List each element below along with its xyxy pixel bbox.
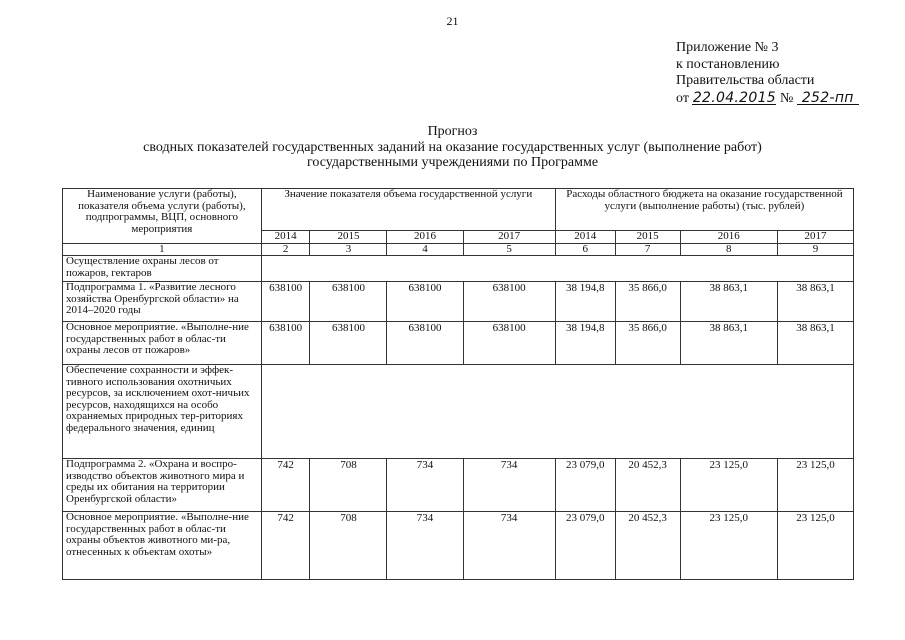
heading-line-3: государственными учреждениями по Программе [306, 155, 599, 170]
value-cell: 23 125,0 [680, 459, 777, 512]
year-header: 2015 [615, 231, 680, 244]
table-row [63, 365, 854, 459]
value-cell: 35 866,0 [615, 322, 680, 365]
column-number: 8 [680, 243, 777, 256]
row-name: Обеспечение сохранности и эффек-тивного использования охотничьих ресурсов, за исключением охот-ничьих ресурсов, находящихся на особо охраняемых природных тер-риториях федерального значения, единиц [63, 365, 262, 459]
value-cell: 38 863,1 [777, 282, 853, 322]
table-row [63, 282, 854, 322]
value-cell: 38 863,1 [680, 282, 777, 322]
heading-line-2: сводных показателей государственных заданий на оказание государственных услуг (выполнение работ) [143, 139, 762, 155]
year-header: 2017 [777, 231, 853, 244]
table-row [63, 459, 854, 512]
from-label: от [676, 90, 689, 106]
value-cell: 638100 [387, 282, 463, 322]
value-cell: 638100 [387, 322, 463, 365]
table-row [63, 256, 854, 282]
year-header: 2017 [463, 231, 555, 244]
handwritten-number: 252-пп [797, 90, 859, 107]
value-cell: 742 [261, 459, 310, 512]
column-number: 1 [63, 243, 262, 256]
value-cell: 708 [310, 512, 387, 580]
value-cell: 638100 [261, 322, 310, 365]
document-heading [0, 124, 905, 171]
column-number: 2 [261, 243, 310, 256]
column-number: 4 [387, 243, 463, 256]
value-cell: 638100 [310, 322, 387, 365]
row-name: Подпрограмма 1. «Развитие лесного хозяйства Оренбургской области» на 2014–2020 годы [63, 282, 262, 322]
value-cell: 734 [387, 512, 463, 580]
year-header: 2014 [261, 231, 310, 244]
value-cell: 734 [463, 512, 555, 580]
row-name: Основное мероприятие. «Выполне-ние государственных работ в облас-ти охраны лесов от пожаров» [63, 322, 262, 365]
value-cell: 38 194,8 [555, 282, 615, 322]
appendix-block [676, 40, 859, 107]
heading-title: Прогноз [427, 124, 478, 139]
appendix-line-resolution: к постановлению [676, 56, 780, 72]
value-cell: 742 [261, 512, 310, 580]
row-name: Основное мероприятие. «Выполне-ние государственных работ в облас-ти охраны объектов животного ми-ра, отнесенных к объектам охоты» [63, 512, 262, 580]
column-number: 5 [463, 243, 555, 256]
value-cell: 708 [310, 459, 387, 512]
year-header: 2014 [555, 231, 615, 244]
value-cell: 638100 [463, 282, 555, 322]
value-cell: 23 125,0 [680, 512, 777, 580]
value-cell: 638100 [310, 282, 387, 322]
year-header: 2016 [680, 231, 777, 244]
table-row [63, 512, 854, 580]
value-cell: 20 452,3 [615, 512, 680, 580]
appendix-date-line [676, 90, 859, 108]
value-cell: 38 194,8 [555, 322, 615, 365]
value-cell: 638100 [463, 322, 555, 365]
row-name: Осуществление охраны лесов от пожаров, гектаров [63, 256, 262, 282]
header-service-name: Наименование услуги (работы), показателя объема услуги (работы), подпрограммы, ВЦП, основного мероприятия [63, 189, 262, 244]
column-number: 9 [777, 243, 853, 256]
value-cell: 35 866,0 [615, 282, 680, 322]
handwritten-date: 22.04.2015 [692, 89, 777, 106]
value-cell: 734 [387, 459, 463, 512]
header-volume-group: Значение показателя объема государственной услуги [261, 189, 555, 231]
table-row [63, 322, 854, 365]
value-cell: 734 [463, 459, 555, 512]
column-number: 6 [555, 243, 615, 256]
value-cell: 38 863,1 [680, 322, 777, 365]
value-cell: 23 079,0 [555, 459, 615, 512]
column-number: 3 [310, 243, 387, 256]
value-cell: 23 125,0 [777, 459, 853, 512]
header-expenses-group: Расходы областного бюджета на оказание государственной услуги (выполнение работы) (тыс. рублей) [555, 189, 853, 231]
number-label: № [779, 90, 794, 106]
appendix-line-government: Правительства области [676, 73, 815, 88]
row-name: Подпрограмма 2. «Охрана и воспро-изводство объектов животного мира и среды их обитания на территории Оренбургской области» [63, 459, 262, 512]
year-header: 2015 [310, 231, 387, 244]
value-cell: 638100 [261, 282, 310, 322]
forecast-table [62, 188, 854, 580]
value-cell: 20 452,3 [615, 459, 680, 512]
value-cell: 23 079,0 [555, 512, 615, 580]
page-number: 21 [446, 14, 459, 28]
empty-value-cell [261, 256, 853, 282]
year-header: 2016 [387, 231, 463, 244]
value-cell: 23 125,0 [777, 512, 853, 580]
value-cell: 38 863,1 [777, 322, 853, 365]
column-number: 7 [615, 243, 680, 256]
appendix-title: Приложение № 3 [676, 40, 779, 55]
empty-value-cell [261, 365, 853, 459]
